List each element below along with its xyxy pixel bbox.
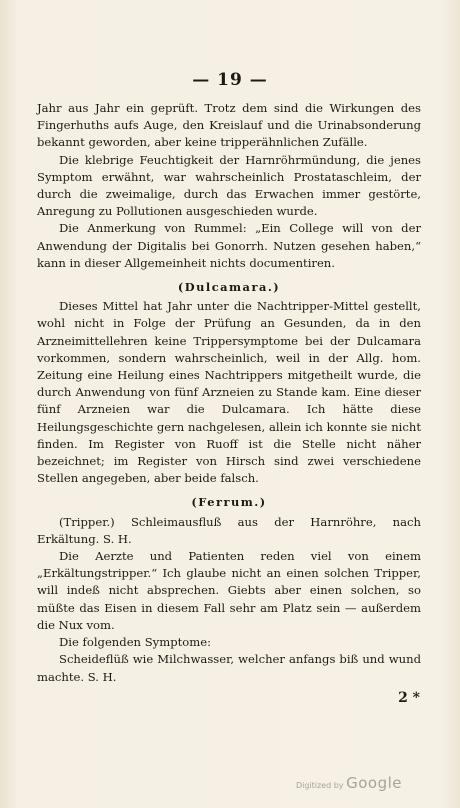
paragraph-dulcamara: Dieses Mittel hat Jahr unter die Nachtripper-Mittel gestellt, wohl nicht in Folge der Prüfung an Gesunden, da in den Arzneimittellehren keine Trippersymptome bei der Dulcamara vorkommen, sondern wahrscheinlich, weil in der Allg. hom. Zeitung eine Heilung eines Nachtrippers mitgetheilt wurde, die durch Anwendung von fünf Arzneien zu Stande kam. Eine dieser fünf Arzneien war die Dulcamara. Ich hätte diese Heilungsgeschichte gern nachgelesen, allein ich konnte sie nicht finden. Im Register von Ruoff ist die Stelle nicht näher bezeichnet; im Register von Hirsch sind zwei verschiedene Stellen angegeben, aber beide falsch. xyxy=(37,299,421,486)
paragraph-ferrum-2: Die Aerzte und Patienten reden viel von einem „Erkältungstripper.“ Ich glaube nicht an einen solchen Tripper, will indeß nicht absprechen. Giebts aber einen solchen, so müßte das Eisen in diesem Fall sehr am Platz sein — außerdem die Nux vom. xyxy=(37,549,421,632)
watermark-prefix: Digitized by xyxy=(295,781,344,790)
section-heading-ferrum: (Ferrum.) xyxy=(191,495,267,510)
paragraph-2: Die klebrige Feuchtigkeit der Harnröhrmündung, die jenes Symptom erwähnt, war wahrscheinlich Prostataschleim, der durch die zweimalige, durch das Erwachen immer gestörte, Anregung zu Pollutionen ausgeschieden wurde. xyxy=(37,152,421,219)
signature-mark: 2 * xyxy=(398,690,420,706)
paragraph-ferrum-1: (Tripper.) Schleimausfluß aus der Harnröhre, nach Erkältung. S. H. xyxy=(37,514,421,546)
paragraph-3: Die Anmerkung von Rummel: „Ein College will von der Anwendung der Digitalis bei Gonorrh. Nutzen gesehen haben,“ kann in dieser Allgemeinheit nichts documentiren. xyxy=(37,221,421,270)
section-heading-dulcamara: (Dulcamara.) xyxy=(177,280,281,295)
paragraph-1: Jahr aus Jahr ein geprüft. Trotz dem sind die Wirkungen des Fingerhuths aufs Auge, den Kreislauf und die Urinabsonderung bekannt geworden, aber keine tripperähnlichen Zufälle. xyxy=(37,101,421,150)
watermark-brand: Google xyxy=(346,774,402,792)
page-body xyxy=(37,100,421,686)
digitized-watermark xyxy=(296,774,402,792)
paragraph-ferrum-4: Scheideflüß wie Milchwasser, welcher anfangs biß und wund machte. S. H. xyxy=(37,652,421,684)
page-number: — 19 — xyxy=(192,70,268,90)
paragraph-ferrum-3: Die folgenden Symptome: xyxy=(59,635,212,650)
